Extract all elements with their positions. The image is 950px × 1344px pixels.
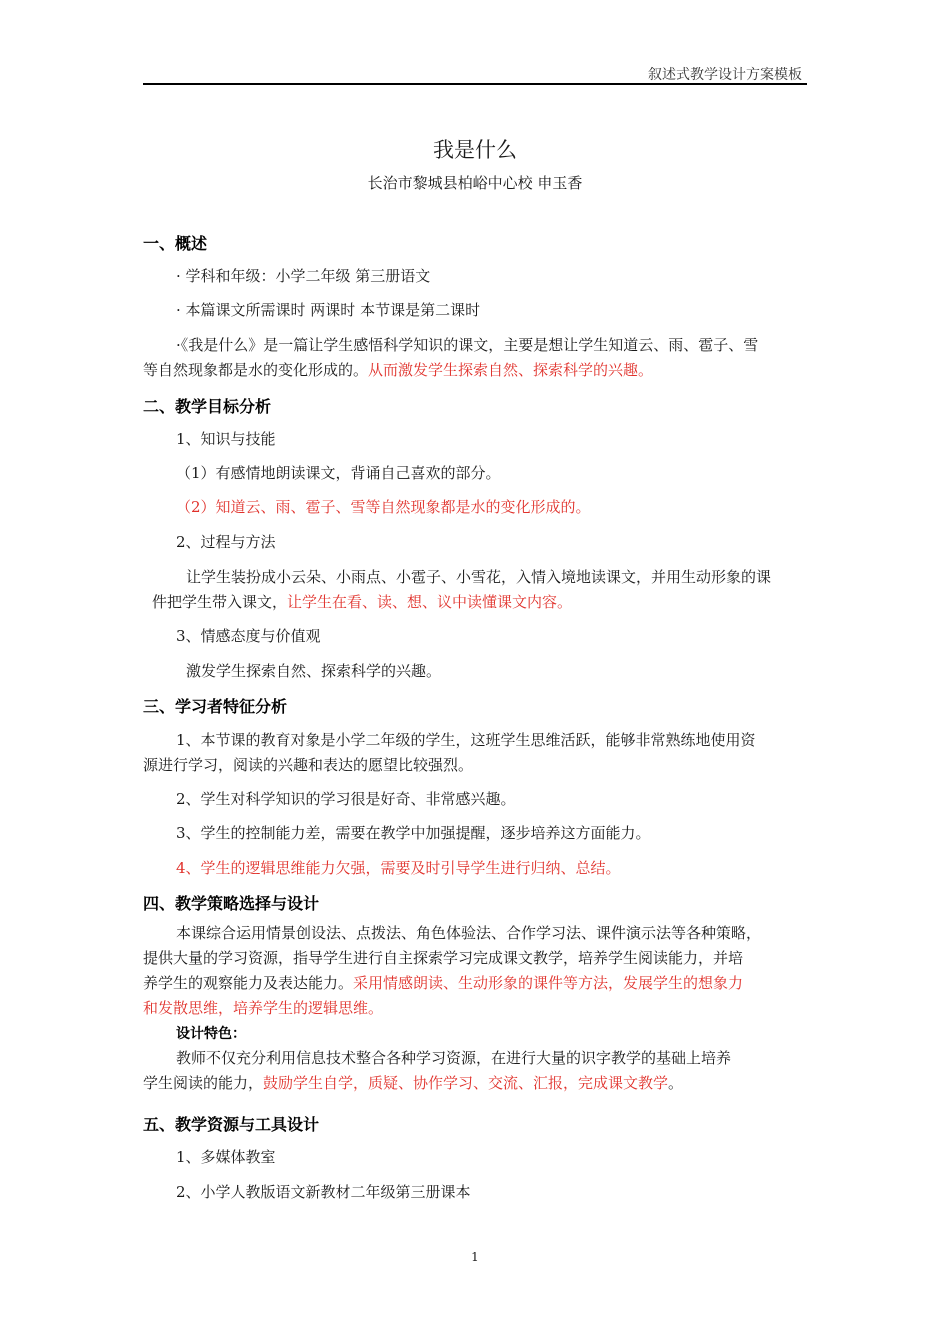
feature-text: 学生阅读的能力，	[143, 1074, 264, 1092]
feature-end: 。	[668, 1074, 684, 1092]
header-rule	[143, 83, 807, 85]
objective-process: 2、过程与方法	[176, 533, 276, 551]
overview-class-hours: · 本篇课文所需课时 两课时 本节课是第二课时	[176, 301, 481, 319]
section-heading-objectives: 二、教学目标分析	[143, 397, 272, 416]
resource-item-2: 2、小学人教版语文新教材二年级第三册课本	[176, 1183, 471, 1201]
objective-knowledge-1: （1）有感情地朗读课文，背诵自己喜欢的部分。	[176, 464, 501, 482]
process-line1: 让学生装扮成小云朵、小雨点、小雹子、小雪花，入情入境地读课文，并用生动形象的课	[186, 568, 772, 586]
section-heading-learners: 三、学习者特征分析	[143, 697, 288, 716]
strategy-text: 养学生的观察能力及表达能力。	[143, 974, 354, 992]
author-line: 长治市黎城县柏峪中心校 申玉香	[367, 174, 583, 192]
strategy-line2: 提供大量的学习资源，指导学生进行自主探索学习完成课文教学，培养学生阅读能力，并培	[143, 949, 744, 967]
page-number: 1	[471, 1250, 479, 1264]
learner-item-1: 1、本节课的教育对象是小学二年级的学生，这班学生思维活跃，能够非常熟练地使用资	[176, 731, 756, 749]
feature-line2	[143, 1072, 683, 1093]
learner-item-1-cont: 源进行学习，阅读的兴趣和表达的愿望比较强烈。	[143, 756, 474, 774]
feature-highlight: 鼓励学生自学，质疑、协作学习、交流、汇报，完成课文教学	[263, 1074, 669, 1092]
learner-item-4: 4、学生的逻辑思维能力欠强，需要及时引导学生进行归纳、总结。	[176, 859, 621, 877]
attitude-line: 激发学生探索自然、探索科学的兴趣。	[186, 662, 442, 680]
strategy-line3	[143, 972, 743, 993]
overview-description-line1: ·《我是什么》是一篇让学生感悟科学知识的课文，主要是想让学生知道云、雨、雹子、雪	[176, 336, 759, 354]
objective-knowledge: 1、知识与技能	[176, 430, 276, 448]
process-text: 件把学生带入课文，	[152, 593, 288, 611]
objective-knowledge-2: （2）知道云、雨、雹子、雪等自然现象都是水的变化形成的。	[176, 498, 591, 516]
section-heading-resources: 五、教学资源与工具设计	[143, 1115, 320, 1134]
feature-line1: 教师不仅充分利用信息技术整合各种学习资源，在进行大量的识字教学的基础上培养	[176, 1049, 732, 1067]
section-heading-overview: 一、概述	[143, 234, 208, 253]
overview-subject-grade: · 学科和年级：小学二年级 第三册语文	[176, 267, 431, 285]
learner-item-3: 3、学生的控制能力差，需要在教学中加强提醒，逐步培养这方面能力。	[176, 824, 651, 842]
objective-attitude: 3、情感态度与价值观	[176, 627, 321, 645]
process-highlight: 让学生在看、读、想、议中读懂课文内容。	[287, 593, 573, 611]
overview-highlight: 从而激发学生探索自然、探索科学的兴趣。	[368, 361, 654, 379]
design-feature-label: 设计特色：	[176, 1026, 246, 1042]
strategy-highlight: 采用情感朗读、生动形象的课件等方法，发展学生的想象力	[353, 974, 744, 992]
learner-item-2: 2、学生对科学知识的学习很是好奇、非常感兴趣。	[176, 790, 516, 808]
document-title: 我是什么	[433, 138, 517, 162]
strategy-line1: 本课综合运用情景创设法、点拨法、角色体验法、合作学习法、课件演示法等各种策略，	[176, 924, 762, 942]
strategy-line4: 和发散思维，培养学生的逻辑思维。	[143, 999, 384, 1017]
process-line2	[152, 591, 572, 612]
overview-text: 等自然现象都是水的变化形成的。	[143, 361, 369, 379]
resource-item-1: 1、多媒体教室	[176, 1148, 276, 1166]
section-heading-strategy: 四、教学策略选择与设计	[143, 894, 320, 913]
running-header: 叙述式教学设计方案模板	[648, 67, 802, 83]
overview-description-line2	[143, 359, 653, 380]
